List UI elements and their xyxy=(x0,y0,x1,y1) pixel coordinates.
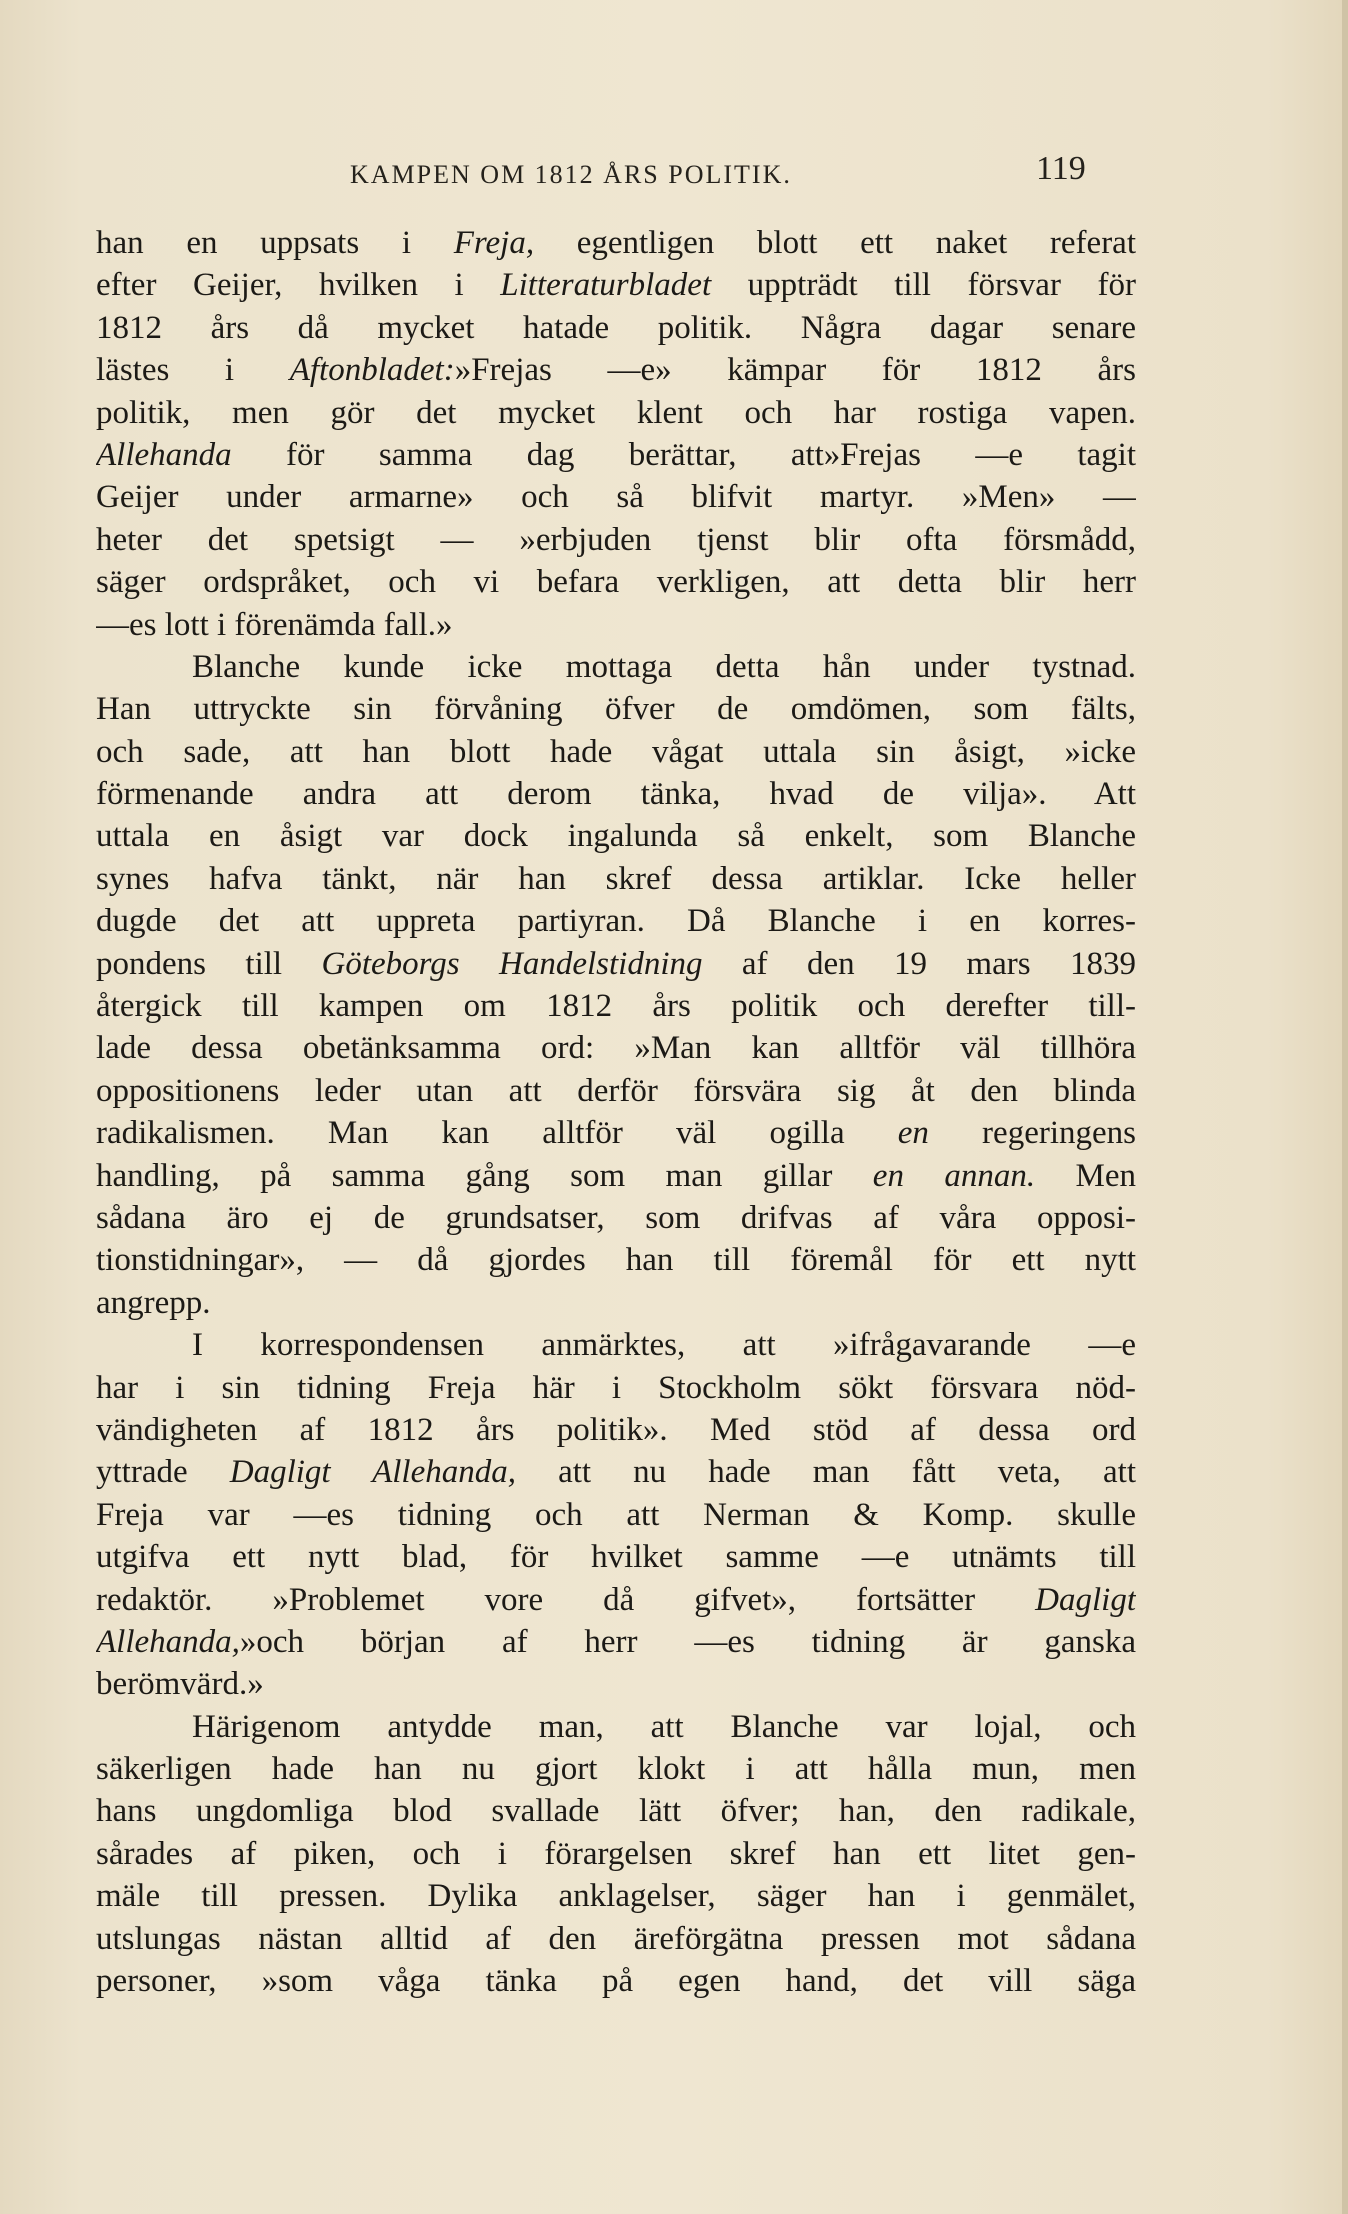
text-line xyxy=(96,1579,1136,1621)
text-segment: oppositionens leder utan att derför försvära sig åt den blinda xyxy=(96,1072,1136,1109)
italic-text: Dagligt Allehanda, xyxy=(229,1454,516,1491)
text-segment: mäle till pressen. Dylika anklagelser, säger han i genmälet, xyxy=(96,1878,1136,1915)
text-line xyxy=(96,1197,1136,1239)
italic-text: Dagligt xyxy=(1035,1581,1136,1618)
italic-text: Freja, xyxy=(453,225,535,261)
text-segment: utslungas nästan alltid af den äreförgätna pressen mot sådana xyxy=(96,1920,1136,1957)
text-segment: synes hafva tänkt, när han skref dessa artiklar. Icke heller xyxy=(96,860,1136,897)
text-line xyxy=(96,1790,1136,1832)
text-segment: 1812 års då mycket hatade politik. Några dagar senare xyxy=(96,309,1136,346)
text-line xyxy=(96,349,1136,391)
text-line xyxy=(96,1155,1136,1197)
text-line xyxy=(96,1027,1136,1069)
text-segment: redaktör. »Problemet vore då gifvet», fortsätter xyxy=(96,1581,1036,1618)
text-line xyxy=(96,688,1136,730)
text-line xyxy=(96,519,1136,561)
text-segment: uppträdt till försvar för xyxy=(711,267,1136,304)
italic-text: en xyxy=(897,1115,929,1152)
text-segment: lade dessa obetänksamma ord: »Man kan alltför väl tillhöra xyxy=(96,1030,1136,1067)
text-line xyxy=(96,1706,1136,1748)
italic-text: Aftonbladet: xyxy=(289,352,455,389)
text-segment: utgifva ett nytt blad, för hvilket samme —e utnämts till xyxy=(96,1539,1136,1576)
text-segment: pondens till xyxy=(96,945,322,982)
text-segment: har i sin tidning Freja här i Stockholm sökt försvara nöd- xyxy=(96,1369,1136,1406)
text-segment: »och början af herr —es tidning är ganska xyxy=(239,1623,1136,1660)
body-text xyxy=(96,222,1136,2002)
text-line xyxy=(96,392,1136,434)
text-line xyxy=(96,1324,1136,1366)
text-segment: I korrespondensen anmärktes, att »ifrågavarande —e xyxy=(192,1327,1136,1364)
italic-text: Göteborgs Handelstidning xyxy=(321,945,703,982)
text-line xyxy=(96,476,1136,518)
text-segment: —es lott i förenämda fall.» xyxy=(96,606,453,643)
text-line xyxy=(96,222,1136,264)
text-line xyxy=(96,1451,1136,1493)
text-segment: radikalismen. Man kan alltför väl ogilla xyxy=(96,1115,898,1152)
text-line xyxy=(96,815,1136,857)
text-segment: handling, på samma gång som man gillar xyxy=(96,1157,873,1194)
text-line xyxy=(96,1239,1136,1281)
text-line xyxy=(96,1833,1136,1875)
text-segment: säkerligen hade han nu gjort klokt i att hålla mun, men xyxy=(96,1751,1136,1788)
text-segment: egentligen blott ett naket referat xyxy=(534,225,1136,261)
page-edge xyxy=(1342,0,1348,2214)
text-segment: Men xyxy=(1035,1157,1136,1194)
text-line xyxy=(96,264,1136,306)
text-segment: för samma dag berättar, att»Frejas —e tagit xyxy=(231,436,1136,473)
text-line xyxy=(96,1663,1136,1705)
text-segment: Härigenom antydde man, att Blanche var lojal, och xyxy=(192,1708,1136,1745)
text-line xyxy=(96,1621,1136,1663)
text-line xyxy=(96,604,1136,646)
text-segment: regeringens xyxy=(928,1115,1136,1152)
text-line xyxy=(96,900,1136,942)
text-segment: förmenande andra att derom tänka, hvad de vilja». Att xyxy=(96,776,1136,813)
text-segment: yttrade xyxy=(96,1454,230,1491)
text-segment: heter det spetsigt — »erbjuden tjenst blir ofta försmådd, xyxy=(96,521,1136,558)
text-segment: säger ordspråket, och vi befara verkligen, att detta blir herr xyxy=(96,564,1136,601)
text-line xyxy=(96,561,1136,603)
text-line xyxy=(96,1960,1136,2002)
text-line xyxy=(96,731,1136,773)
italic-text: en annan. xyxy=(872,1157,1036,1194)
text-line xyxy=(96,985,1136,1027)
text-segment: vändigheten af 1812 års politik». Med stöd af dessa ord xyxy=(96,1411,1136,1448)
text-segment: Blanche kunde icke mottaga detta hån under tystnad. xyxy=(192,648,1136,685)
italic-text: Litteraturbladet xyxy=(500,267,712,304)
text-segment: angrepp. xyxy=(96,1284,211,1321)
text-line xyxy=(96,1494,1136,1536)
text-segment: »Frejas —e» kämpar för 1812 års xyxy=(454,352,1136,389)
text-line xyxy=(96,773,1136,815)
text-line xyxy=(96,1112,1136,1154)
text-segment: uttala en åsigt var dock ingalunda så enkelt, som Blanche xyxy=(96,818,1136,855)
text-segment: Freja var —es tidning och att Nerman & Komp. skulle xyxy=(96,1496,1136,1533)
text-segment: Han uttryckte sin förvåning öfver de omdömen, som fälts, xyxy=(96,691,1136,728)
text-line xyxy=(96,1748,1136,1790)
text-segment: personer, »som våga tänka på egen hand, det vill säga xyxy=(96,1963,1136,2000)
text-segment: sådana äro ej de grundsatser, som drifvas af våra opposi- xyxy=(96,1199,1136,1236)
text-segment: och sade, att han blott hade vågat uttala sin åsigt, »icke xyxy=(96,733,1136,770)
text-line xyxy=(96,434,1136,476)
text-segment: tionstidningar», — då gjordes han till föremål för ett nytt xyxy=(96,1242,1136,1279)
text-segment: lästes i xyxy=(96,352,290,389)
text-segment: Geijer under armarne» och så blifvit martyr. »Men» — xyxy=(96,479,1136,516)
text-segment: af den 19 mars 1839 xyxy=(702,945,1136,982)
text-segment: berömvärd.» xyxy=(96,1666,264,1703)
text-line xyxy=(96,858,1136,900)
italic-text: Allehanda, xyxy=(96,1623,240,1660)
text-line xyxy=(96,1409,1136,1451)
text-line xyxy=(96,307,1136,349)
page-number: 119 xyxy=(1036,150,1086,187)
text-segment: politik, men gör det mycket klent och har rostiga vapen. xyxy=(96,394,1136,431)
text-line xyxy=(96,1875,1136,1917)
text-segment: efter Geijer, hvilken i xyxy=(96,267,501,304)
text-segment: återgick till kampen om 1812 års politik och derefter till- xyxy=(96,988,1136,1025)
text-line xyxy=(96,1367,1136,1409)
italic-text: Allehanda xyxy=(96,436,232,473)
text-line xyxy=(96,1536,1136,1578)
text-segment: han en uppsats i xyxy=(96,225,454,261)
text-line xyxy=(96,1070,1136,1112)
running-head: KAMPEN OM 1812 ÅRS POLITIK. xyxy=(350,160,792,189)
text-segment: hans ungdomliga blod svallade lätt öfver; han, den radikale, xyxy=(96,1793,1136,1830)
text-line xyxy=(96,646,1136,688)
text-segment: att nu hade man fått veta, att xyxy=(515,1454,1136,1491)
text-line xyxy=(96,1918,1136,1960)
text-line xyxy=(96,1282,1136,1324)
text-segment: sårades af piken, och i förargelsen skref han ett litet gen- xyxy=(96,1835,1136,1872)
text-segment: dugde det att uppreta partiyran. Då Blanche i en korres- xyxy=(96,903,1136,940)
text-line xyxy=(96,943,1136,985)
